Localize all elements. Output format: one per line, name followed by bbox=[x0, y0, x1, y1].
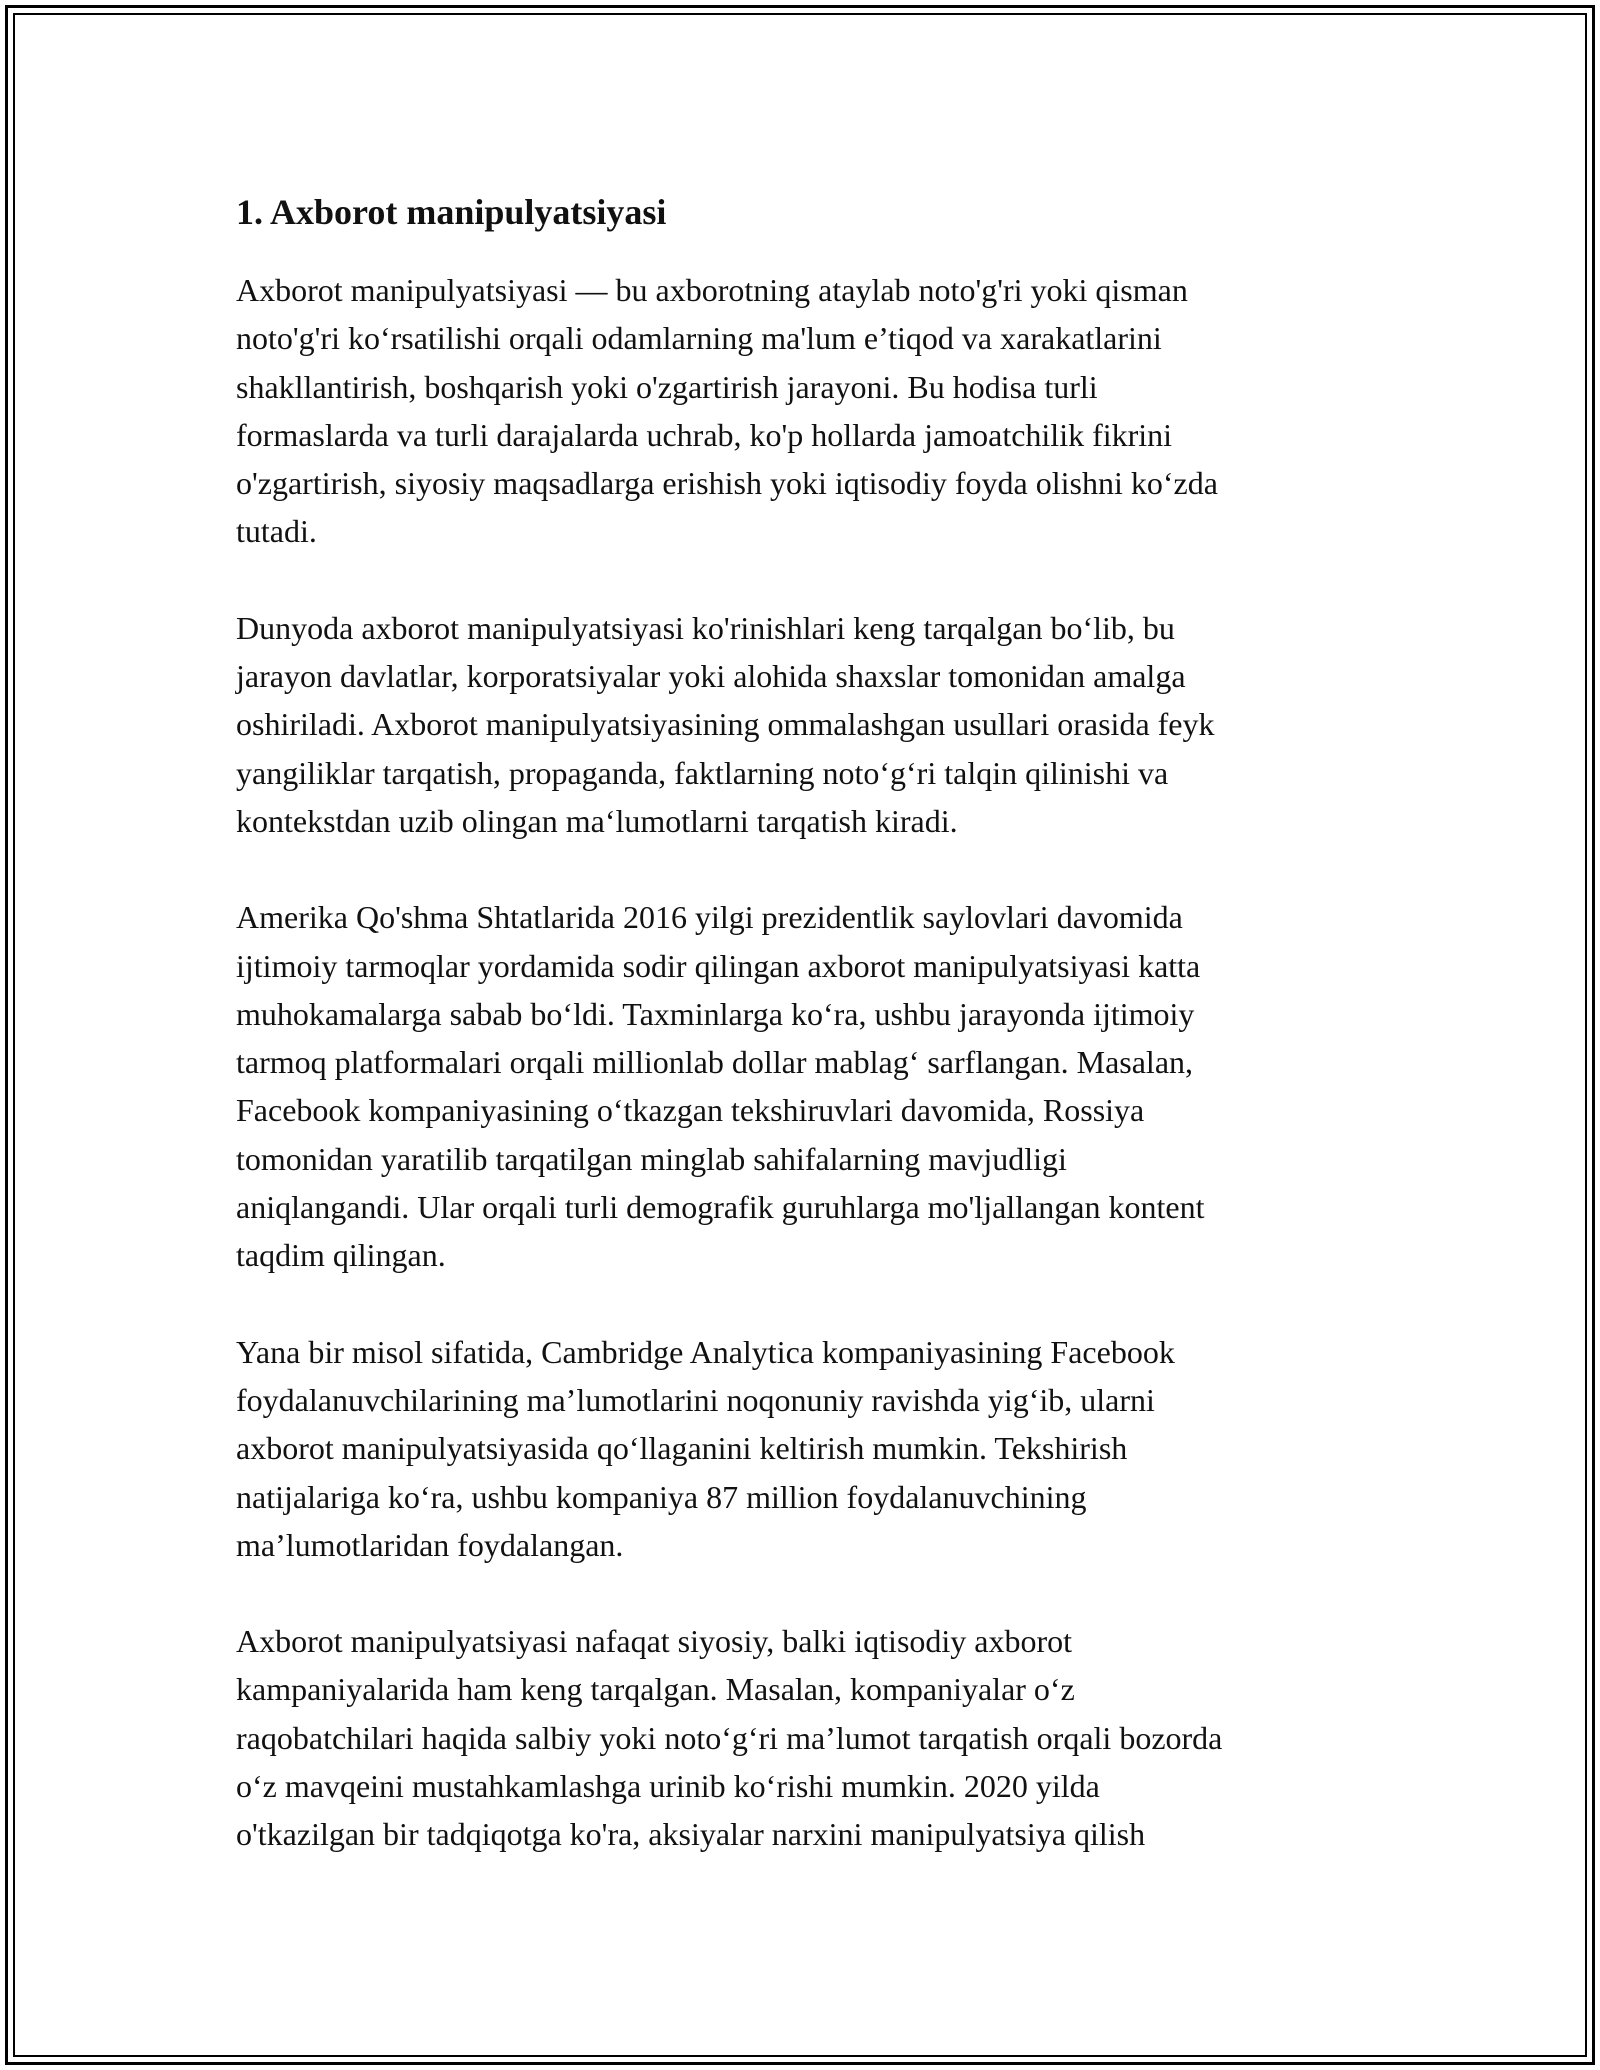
paragraph-line: ma’lumotlaridan foydalangan. bbox=[236, 1526, 624, 1563]
paragraph-3 bbox=[236, 893, 1376, 1279]
paragraph-line: taqdim qilingan. bbox=[236, 1237, 446, 1274]
paragraph-4 bbox=[236, 1328, 1376, 1569]
paragraph-line: shakllantirish, boshqarish yoki o'zgartirish jarayoni. Bu hodisa turli bbox=[236, 368, 1098, 405]
paragraph-line: Dunyoda axborot manipulyatsiyasi ko'rinishlari keng tarqalgan bo‘lib, bu bbox=[236, 609, 1175, 646]
paragraph-line: kontekstdan uzib olingan ma‘lumotlarni tarqatish kiradi. bbox=[236, 802, 958, 839]
paragraph-line: o'tkazilgan bir tadqiqotga ko'ra, aksiyalar narxini manipulyatsiya qilish bbox=[236, 1816, 1146, 1853]
paragraph-line: natijalariga ko‘ra, ushbu kompaniya 87 million foydalanuvchining bbox=[236, 1478, 1087, 1515]
paragraph-line: raqobatchilari haqida salbiy yoki noto‘g‘ri ma’lumot tarqatish orqali bozorda bbox=[236, 1719, 1223, 1756]
paragraph-line: tutadi. bbox=[236, 513, 317, 550]
paragraph-line: tomonidan yaratilib tarqatilgan minglab sahifalarning mavjudligi bbox=[236, 1140, 1067, 1177]
paragraph-line: Facebook kompaniyasining o‘tkazgan tekshiruvlari davomida, Rossiya bbox=[236, 1092, 1145, 1129]
paragraph-line: Axborot manipulyatsiyasi — bu axborotning ataylab noto'g'ri yoki qisman bbox=[236, 272, 1188, 308]
paragraph-line: tarmoq platformalari orqali millionlab dollar mablag‘ sarflangan. Masalan, bbox=[236, 1044, 1194, 1081]
paragraph-line: kampaniyalarida ham keng tarqalgan. Masalan, kompaniyalar o‘z bbox=[236, 1671, 1075, 1708]
section-heading: 1. Axborot manipulyatsiyasi bbox=[236, 192, 667, 232]
paragraph-line: o‘z mavqeini mustahkamlashga urinib ko‘rishi mumkin. 2020 yilda bbox=[236, 1768, 1100, 1805]
paragraph-line: Yana bir misol sifatida, Cambridge Analytica kompaniyasining Facebook bbox=[236, 1333, 1175, 1370]
paragraph-1 bbox=[236, 266, 1376, 556]
paragraph-line: Axborot manipulyatsiyasi nafaqat siyosiy, balki iqtisodiy axborot bbox=[236, 1623, 1073, 1660]
paragraph-line: axborot manipulyatsiyasida qo‘llaganini keltirish mumkin. Tekshirish bbox=[236, 1430, 1128, 1467]
paragraph-line: foydalanuvchilarining ma’lumotlarini noqonuniy ravishda yig‘ib, ularni bbox=[236, 1381, 1155, 1418]
paragraph-line: muhokamalarga sabab bo‘ldi. Taxminlarga ko‘ra, ushbu jarayonda ijtimoiy bbox=[236, 995, 1195, 1032]
paragraph-line: formaslarda va turli darajalarda uchrab, ko'p hollarda jamoatchilik fikrini bbox=[236, 416, 1173, 453]
document-content bbox=[236, 188, 1376, 1907]
paragraph-line: jarayon davlatlar, korporatsiyalar yoki alohida shaxslar tomonidan amalga bbox=[236, 658, 1186, 695]
paragraph-2 bbox=[236, 604, 1376, 845]
paragraph-line: o'zgartirish, siyosiy maqsadlarga erishish yoki iqtisodiy foyda olishni ko‘zda bbox=[236, 465, 1218, 502]
paragraph-line: ijtimoiy tarmoqlar yordamida sodir qilingan axborot manipulyatsiyasi katta bbox=[236, 947, 1201, 984]
paragraph-line: Amerika Qo'shma Shtatlarida 2016 yilgi prezidentlik saylovlari davomida bbox=[236, 899, 1183, 936]
paragraph-5 bbox=[236, 1617, 1376, 1858]
paragraph-line: noto'g'ri ko‘rsatilishi orqali odamlarning ma'lum e’tiqod va xarakatlarini bbox=[236, 320, 1162, 357]
paragraph-line: yangiliklar tarqatish, propaganda, faktlarning noto‘g‘ri talqin qilinishi va bbox=[236, 754, 1169, 791]
paragraph-line: aniqlangandi. Ular orqali turli demografik guruhlarga mo'ljallangan kontent bbox=[236, 1189, 1205, 1226]
paragraph-line: oshiriladi. Axborot manipulyatsiyasining ommalashgan usullari orasida feyk bbox=[236, 706, 1215, 743]
